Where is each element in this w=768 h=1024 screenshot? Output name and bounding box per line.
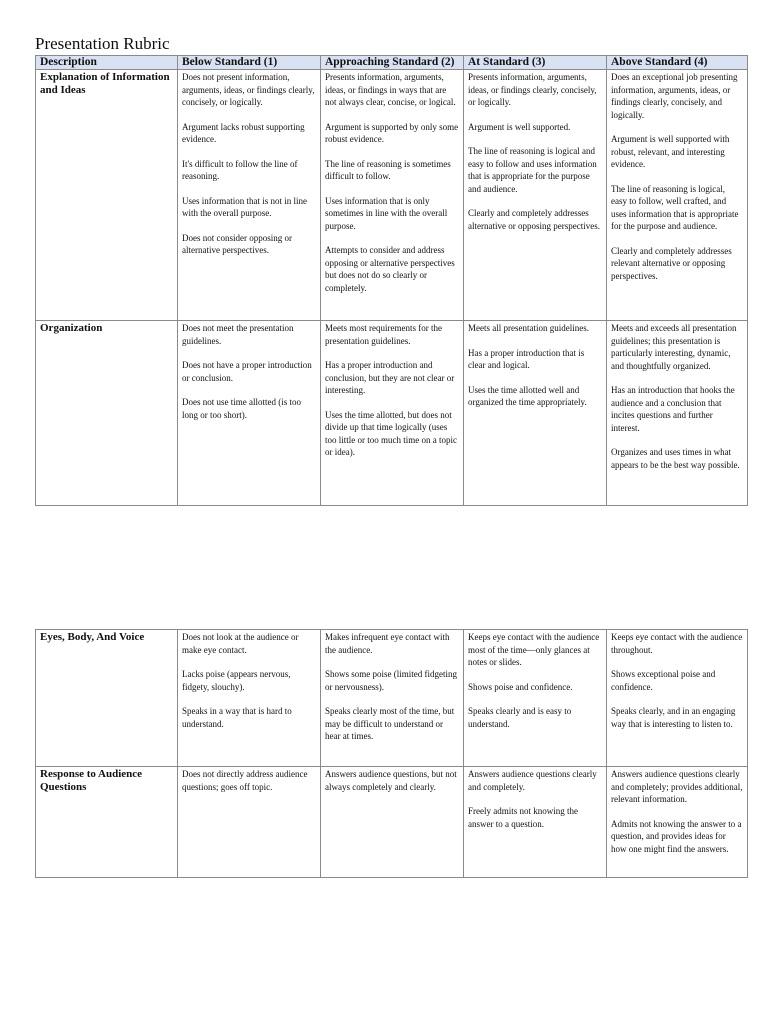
header-at-standard: At Standard (3): [464, 56, 607, 70]
rubric-table-upper: [35, 55, 748, 506]
criteria-text: Argument lacks robust supporting evidence.: [182, 121, 305, 144]
criteria-text: The line of reasoning is logical and easy to follow and uses information that is appropriate for the purpose and audience.: [468, 146, 597, 194]
criteria-text: Speaks clearly and is easy to understand.: [468, 706, 572, 729]
criteria-text: Speaks clearly, and in an engaging way that is interesting to listen to.: [611, 706, 736, 729]
criteria-text: Uses the time allotted well and organized the time appropriately.: [468, 384, 587, 407]
criteria-text: Does not consider opposing or alternative perspectives.: [182, 232, 292, 255]
criteria-text: Does not directly address audience questions; goes off topic.: [182, 769, 308, 792]
criteria-cell: [178, 630, 321, 767]
criteria-text: Attempts to consider and address opposing or alternative perspectives but does not do so clearly or completely.: [325, 245, 455, 293]
criteria-text: Keeps eye contact with the audience throughout.: [611, 632, 743, 655]
criteria-text: Argument is supported by only some robust evidence.: [325, 121, 459, 144]
criteria-cell: [607, 321, 748, 506]
criteria-text: Does not have a proper introduction or conclusion.: [182, 360, 312, 383]
header-row: [36, 56, 748, 70]
row-description: Organization: [36, 321, 178, 506]
criteria-cell: [464, 70, 607, 321]
criteria-text: Keeps eye contact with the audience most of the time—only glances at notes or slides.: [468, 632, 600, 667]
criteria-text: Does not use time allotted (is too long or too short).: [182, 397, 301, 420]
criteria-text: Answers audience questions, but not always completely and clearly.: [325, 769, 457, 792]
criteria-cell: [464, 321, 607, 506]
criteria-text: The line of reasoning is logical, easy to follow, well crafted, and uses information that is appropriate for the purpose and audience.: [611, 183, 739, 231]
criteria-text: Answers audience questions clearly and completely.: [468, 769, 597, 792]
criteria-text: Makes infrequent eye contact with the audience.: [325, 632, 450, 655]
criteria-text: Speaks clearly most of the time, but may be difficult to understand or hear at times.: [325, 706, 455, 741]
criteria-text: Presents information, arguments, ideas, or findings clearly, concisely, or logically.: [468, 72, 597, 107]
criteria-cell: [607, 630, 748, 767]
criteria-text: Answers audience questions clearly and completely; provides additional, relevant information.: [611, 769, 743, 804]
criteria-text: Uses information that is not in line with the overall purpose.: [182, 195, 307, 218]
criteria-text: It's difficult to follow the line of reasoning.: [182, 158, 298, 181]
criteria-text: Has an introduction that hooks the audience and a conclusion that incites questions and further interest.: [611, 385, 735, 433]
criteria-cell: [321, 630, 464, 767]
table-row: [36, 767, 748, 878]
criteria-text: Uses information that is only sometimes in line with the overall purpose.: [325, 195, 448, 231]
criteria-text: Lacks poise (appears nervous, fidgety, slouchy).: [182, 669, 291, 692]
row-description: Explanation of Information and Ideas: [36, 70, 178, 321]
criteria-text: Argument is well supported.: [468, 121, 571, 132]
criteria-text: Shows some poise (limited fidgeting or nervousness).: [325, 669, 457, 692]
criteria-cell: [178, 70, 321, 321]
criteria-cell: [178, 767, 321, 878]
criteria-text: Presents information, arguments, ideas, or findings in ways that are not always clear, concise, or logical.: [325, 72, 456, 107]
table-row: [36, 70, 748, 321]
row-description: Response to Audience Questions: [36, 767, 178, 878]
criteria-text: Clearly and completely addresses alternative or opposing perspectives.: [468, 208, 600, 231]
criteria-text: Uses the time allotted, but does not divide up that time logically (uses too little or too much time on a topic or idea).: [325, 409, 457, 457]
header-description: Description: [36, 56, 178, 70]
criteria-text: Does not meet the presentation guidelines.: [182, 323, 294, 346]
header-below-standard: Below Standard (1): [178, 56, 321, 70]
criteria-text: Does not look at the audience or make eye contact.: [182, 632, 299, 655]
criteria-text: Admits not knowing the answer to a question, and provides ideas for how one might find the answers.: [611, 818, 742, 854]
criteria-text: Shows exceptional poise and confidence.: [611, 669, 716, 692]
criteria-text: Meets and exceeds all presentation guidelines; this presentation is particularly interesting, dynamic, and thoughtfully organized.: [611, 323, 737, 371]
criteria-text: Speaks in a way that is hard to understand.: [182, 706, 292, 729]
criteria-text: Organizes and uses times in what appears to be the best way possible.: [611, 447, 740, 470]
criteria-text: Has a proper introduction that is clear and logical.: [468, 347, 585, 370]
header-above-standard: Above Standard (4): [607, 56, 748, 70]
table-row: [36, 321, 748, 506]
criteria-text: Freely admits not knowing the answer to a question.: [468, 806, 578, 829]
criteria-text: The line of reasoning is sometimes difficult to follow.: [325, 158, 451, 181]
criteria-text: Does an exceptional job presenting information, arguments, ideas, or findings clearly, concisely, and logically.: [611, 72, 738, 120]
header-approaching-standard: Approaching Standard (2): [321, 56, 464, 70]
criteria-cell: [321, 70, 464, 321]
table-row: [36, 630, 748, 767]
criteria-cell: [178, 321, 321, 506]
page-title: Presentation Rubric: [35, 34, 170, 53]
criteria-text: Meets all presentation guidelines.: [468, 323, 589, 333]
criteria-text: Meets most requirements for the presentation guidelines.: [325, 323, 442, 346]
criteria-text: Clearly and completely addresses relevant alternative or opposing perspectives.: [611, 245, 732, 281]
criteria-text: Argument is well supported with robust, relevant, and interesting evidence.: [611, 134, 730, 169]
criteria-text: Shows poise and confidence.: [468, 681, 573, 692]
criteria-text: Does not present information, arguments, ideas, or findings clearly, concisely, or logically.: [182, 72, 315, 107]
criteria-cell: [464, 767, 607, 878]
criteria-cell: [607, 70, 748, 321]
criteria-cell: [321, 767, 464, 878]
criteria-cell: [607, 767, 748, 878]
criteria-text: Has a proper introduction and conclusion, but they are not clear or interesting.: [325, 360, 455, 395]
row-description: Eyes, Body, And Voice: [36, 630, 178, 767]
criteria-cell: [321, 321, 464, 506]
criteria-cell: [464, 630, 607, 767]
rubric-table-lower: [35, 629, 748, 878]
